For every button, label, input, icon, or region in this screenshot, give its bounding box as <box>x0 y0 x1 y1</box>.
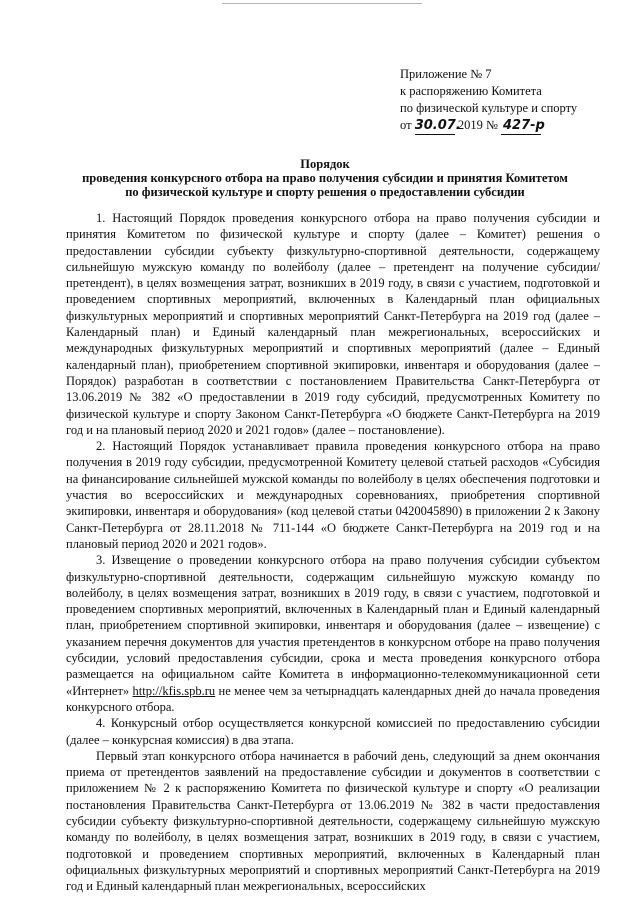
paragraph-3-text: 3. Извещение о проведении конкурсного отбора на право получения субсидии субъектом физкультурно-спортивной деятельности, содержащим сильнейшую мужскую команду по волейболу, в целях возмещения затрат, возникших в 2019 году, в связи с участием, подготовкой и проведением спортивных мероприятий, включенных в Календарный план и Единый календарный план, приобретением спортивной экипировки, инвентаря и оборудования (далее – извещение) с указанием перечня документов для участия претендентов в конкурсном отборе на право получения субсидии, условий предоставления субсидии, срока и места проведения конкурсного отбора размещается на официальном сайте Комитета в информационно-телекоммуникационной сети «Интернет» <box>66 553 600 698</box>
year-number-label: 2019 № <box>457 118 498 132</box>
paragraph-4: 4. Конкурсный отбор осуществляется конкурсной комиссией по предоставлению субсидии (далее – конкурсная комиссия) в два этапа. <box>66 716 600 747</box>
title-line-3: по физической культуре и спорту решения о предоставлении субсидии <box>125 185 525 199</box>
paragraph-5: Первый этап конкурсного отбора начинается в рабочий день, следующий за днем окончания приема от претендентов заявлений на предоставление субсидии и документов в соответствии с приложением № 2 к распоряжению Комитета по физической культуре и спорту «О реализации постановления Правительства Санкт-Петербурга от 13.06.2019 № 382 в части предоставления субсидии субъекту физкультурно-спортивной деятельности, содержащему сильнейшую мужскую команду по волейболу, в целях возмещения затрат, возникших в 2019 году, в связи с участием, подготовкой и проведением спортивных мероприятий, включенных в Календарный план официальных физкультурных мероприятий и спортивных мероприятий Санкт-Петербурга на 2019 год и Единый календарный план межрегиональных, всероссийских <box>66 748 600 894</box>
document-body <box>66 210 600 894</box>
appendix-date-line <box>400 117 632 135</box>
title-line-2: проведения конкурсного отбора на право получения субсидии и принятия Комитетом <box>82 171 568 185</box>
paragraph-3 <box>66 552 600 715</box>
paragraph-2: 2. Настоящий Порядок устанавливает правила проведения конкурсного отбора на право получения в 2019 году субсидии, предусмотренной Комитету целевой статьей расходов «Субсидия на финансирование сильнейшей мужской команды по волейболу в целях обеспечения подготовки и участия во всероссийских и международных соревнованиях, приобретения спортивной экипировки, инвентаря и оборудования» (код целевой статьи 0420045890) в приложении 2 к Закону Санкт-Петербурга от 28.11.2018 № 711-144 «О бюджете Санкт-Петербурга на 2019 год и на плановый период 2020 и 2021 годов». <box>66 439 600 551</box>
handwritten-number: 427-р <box>503 118 545 133</box>
paragraph-3-tail: не менее чем за четырнадцать календарных дней до начала проведения конкурсного отбора. <box>66 683 601 714</box>
appendix-number: Приложение № 7 <box>400 67 492 81</box>
handwritten-date: 30.07. <box>414 118 461 133</box>
document-title <box>40 157 610 199</box>
website-link[interactable]: http://kfis.spb.ru <box>132 683 216 698</box>
date-prefix: от <box>400 118 412 132</box>
appendix-committee: по физической культуре и спорту <box>400 101 578 115</box>
appendix-header <box>400 66 632 135</box>
scan-top-line <box>222 3 422 4</box>
appendix-order: к распоряжению Комитета <box>400 84 542 98</box>
paragraph-1: 1. Настоящий Порядок проведения конкурсного отбора на право получения субсидии и принятия Комитетом по физической культуре и спорту (далее – Комитет) решения о предоставлении субсидии субъекту физкультурно-спортивной деятельности, содержащему сильнейшую мужскую команду по волейболу (далее – претендент на получение субсидии/претендент), в целях возмещения затрат, возникших в 2019 году, в связи с участием, подготовкой и проведением спортивных мероприятий, включенных в Календарный план официальных физкультурных мероприятий и спортивных мероприятий Санкт-Петербурга на 2019 год (далее – Календарный план) и Единый календарный план межрегиональных, всероссийских и международных физкультурных мероприятий и спортивных мероприятий (далее – Единый календарный план), приобретением спортивной экипировки, инвентаря и оборудования (далее – Порядок) разработан в соответствии с постановлением Правительства Санкт-Петербурга от 13.06.2019 № 382 «О предоставлении в 2019 году субсидий, предусмотренных Комитету по физической культуре и спорту Законом Санкт-Петербурга «О бюджете Санкт-Петербурга на 2019 год и на плановый период 2020 и 2021 годов» (далее – постановление). <box>66 211 600 437</box>
title-line-1: Порядок <box>300 157 350 171</box>
